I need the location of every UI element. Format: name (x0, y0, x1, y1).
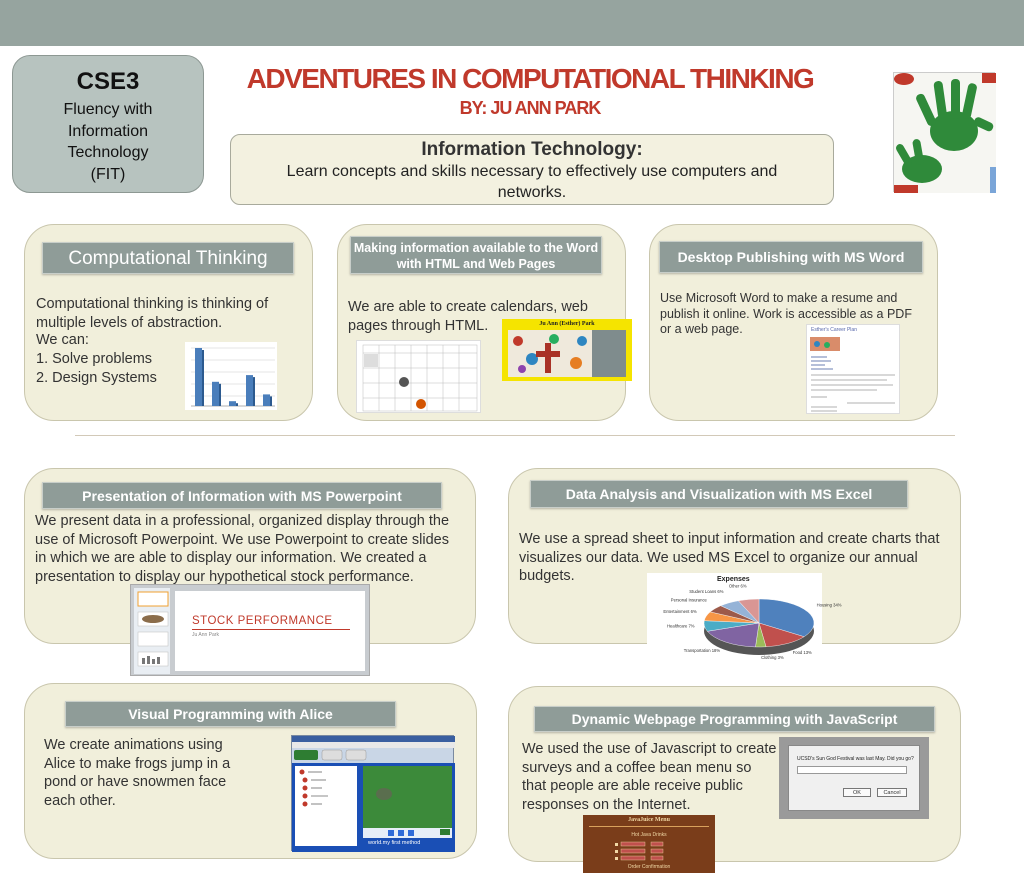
menu-subtitle: Hot Java Drinks (631, 832, 667, 838)
expenses-pie-chart (647, 573, 842, 676)
prompt-dialog (788, 745, 920, 811)
resume-thumbnail (806, 324, 900, 414)
course-box (12, 55, 204, 193)
pie-label-food: Food 13% (792, 649, 812, 655)
alice-body: We create animations using Alice to make frogs jump in a pond or have snowmen face each other. (44, 737, 231, 809)
pie-label-transportation: Transportation 18% (683, 647, 721, 653)
resume-thumbnail-title: Esther's Career Plan (811, 327, 857, 333)
intro-body: Learn concepts and skills necessary to effectively use computers and networks. (286, 163, 778, 201)
course-name: Fluency with Information Technology (FIT) (63, 101, 153, 183)
pie-label-healthcare: Healthcare 7% (667, 623, 695, 629)
pie-label-entertainment: Entertainment 6% (663, 608, 697, 614)
bar-2 (212, 382, 219, 406)
tag-javascript: Dynamic Webpage Programming with JavaScript (534, 706, 935, 732)
pie-label-student-loans: Student Loans 6% (689, 588, 724, 594)
bar-depth-5 (270, 396, 272, 406)
intro-heading: Information Technology: (421, 139, 643, 160)
powerpoint-thumbnail (130, 584, 370, 676)
bar-depth-1 (202, 350, 204, 406)
poster-title: ADVENTURES IN COMPUTATIONAL THINKING (246, 63, 814, 94)
tag-html: Making information available to the Word with HTML and Web Pages (350, 236, 602, 274)
slide-author: Ju Ann Park (192, 632, 219, 638)
tag-computational-thinking: Computational Thinking (42, 242, 294, 274)
tag-excel: Data Analysis and Visualization with MS Excel (530, 480, 908, 508)
bar-depth-3 (236, 403, 238, 406)
top-banner (0, 0, 1024, 46)
computational-body: Computational thinking is thinking of multiple levels of abstraction. (36, 296, 269, 331)
bar-chart-thumbnail (185, 342, 277, 410)
slide-canvas (175, 591, 365, 671)
powerpoint-body: We present data in a professional, organized display through the use of Microsoft Powerpoint. We use Powerpoint to create slides in which we are able to display our information. We created a presentation to display our hypothetical stock performance. (35, 513, 450, 585)
calendar-thumbnail (356, 340, 481, 413)
excel-body: We use a spread sheet to input information and create charts that visualizes our data. We used MS Excel to organize our annual budgets. (519, 531, 940, 584)
prompt-input (797, 766, 907, 774)
javajuice-menu-thumbnail (583, 815, 715, 873)
pie-label-other: Other 6% (728, 583, 747, 589)
section-divider (75, 435, 955, 436)
word-body: Use Microsoft Word to make a resume and publish it online. Work is accessible as a PDF or a web page. (660, 291, 912, 336)
pie-label-housing: Housing 34% (816, 602, 842, 608)
html-body: We are able to create calendars, web pages through HTML. (348, 299, 588, 334)
tag-alice: Visual Programming with Alice (65, 701, 396, 727)
poster-author: BY: JU ANN PARK (459, 98, 601, 118)
computational-we-can: We can: (36, 332, 89, 348)
tag-powerpoint: Presentation of Information with MS Powerpoint (42, 482, 442, 509)
bar-1 (195, 348, 202, 406)
bar-depth-2 (219, 384, 221, 406)
slide-title: STOCK PERFORMANCE (192, 615, 333, 627)
webpage-thumbnail (502, 319, 632, 381)
prompt-ok-button: OK (843, 788, 871, 797)
pie-label-personal-insurance: Personal Insurance (670, 597, 707, 603)
alice-world-label: world.my first method (368, 840, 421, 846)
computational-item-2: 2. Design Systems (36, 370, 157, 386)
computational-item-1: 1. Solve problems (36, 351, 153, 367)
pie-title: Expenses (717, 576, 750, 583)
menu-title: JavaJuice Menu (628, 817, 670, 823)
prompt-cancel-button: Cancel (877, 788, 907, 797)
course-code: CSE3 (76, 68, 140, 95)
pie-label-clothing: Clothing 3% (761, 655, 784, 660)
bar-3 (229, 401, 236, 406)
webpage-thumbnail-title: Ju Ann (Esther) Park (539, 321, 595, 327)
bar-depth-4 (253, 377, 255, 406)
alice-thumbnail (291, 735, 454, 851)
javascript-prompt-thumbnail (779, 737, 929, 819)
bar-5 (263, 394, 270, 406)
menu-footer: Order Confirmation (627, 864, 671, 870)
javascript-body: We used the use of Javascript to create surveys and a coffee bean menu so that people are able receive public responses on the Internet. (522, 741, 777, 813)
tag-word: Desktop Publishing with MS Word (659, 241, 923, 273)
handprint-photo (893, 72, 995, 192)
slide-sorter (134, 588, 170, 674)
bar-4 (246, 375, 253, 406)
prompt-text: UCSD's Sun God Festival was last May. Did you go? (797, 756, 914, 762)
intro-box (230, 134, 834, 205)
